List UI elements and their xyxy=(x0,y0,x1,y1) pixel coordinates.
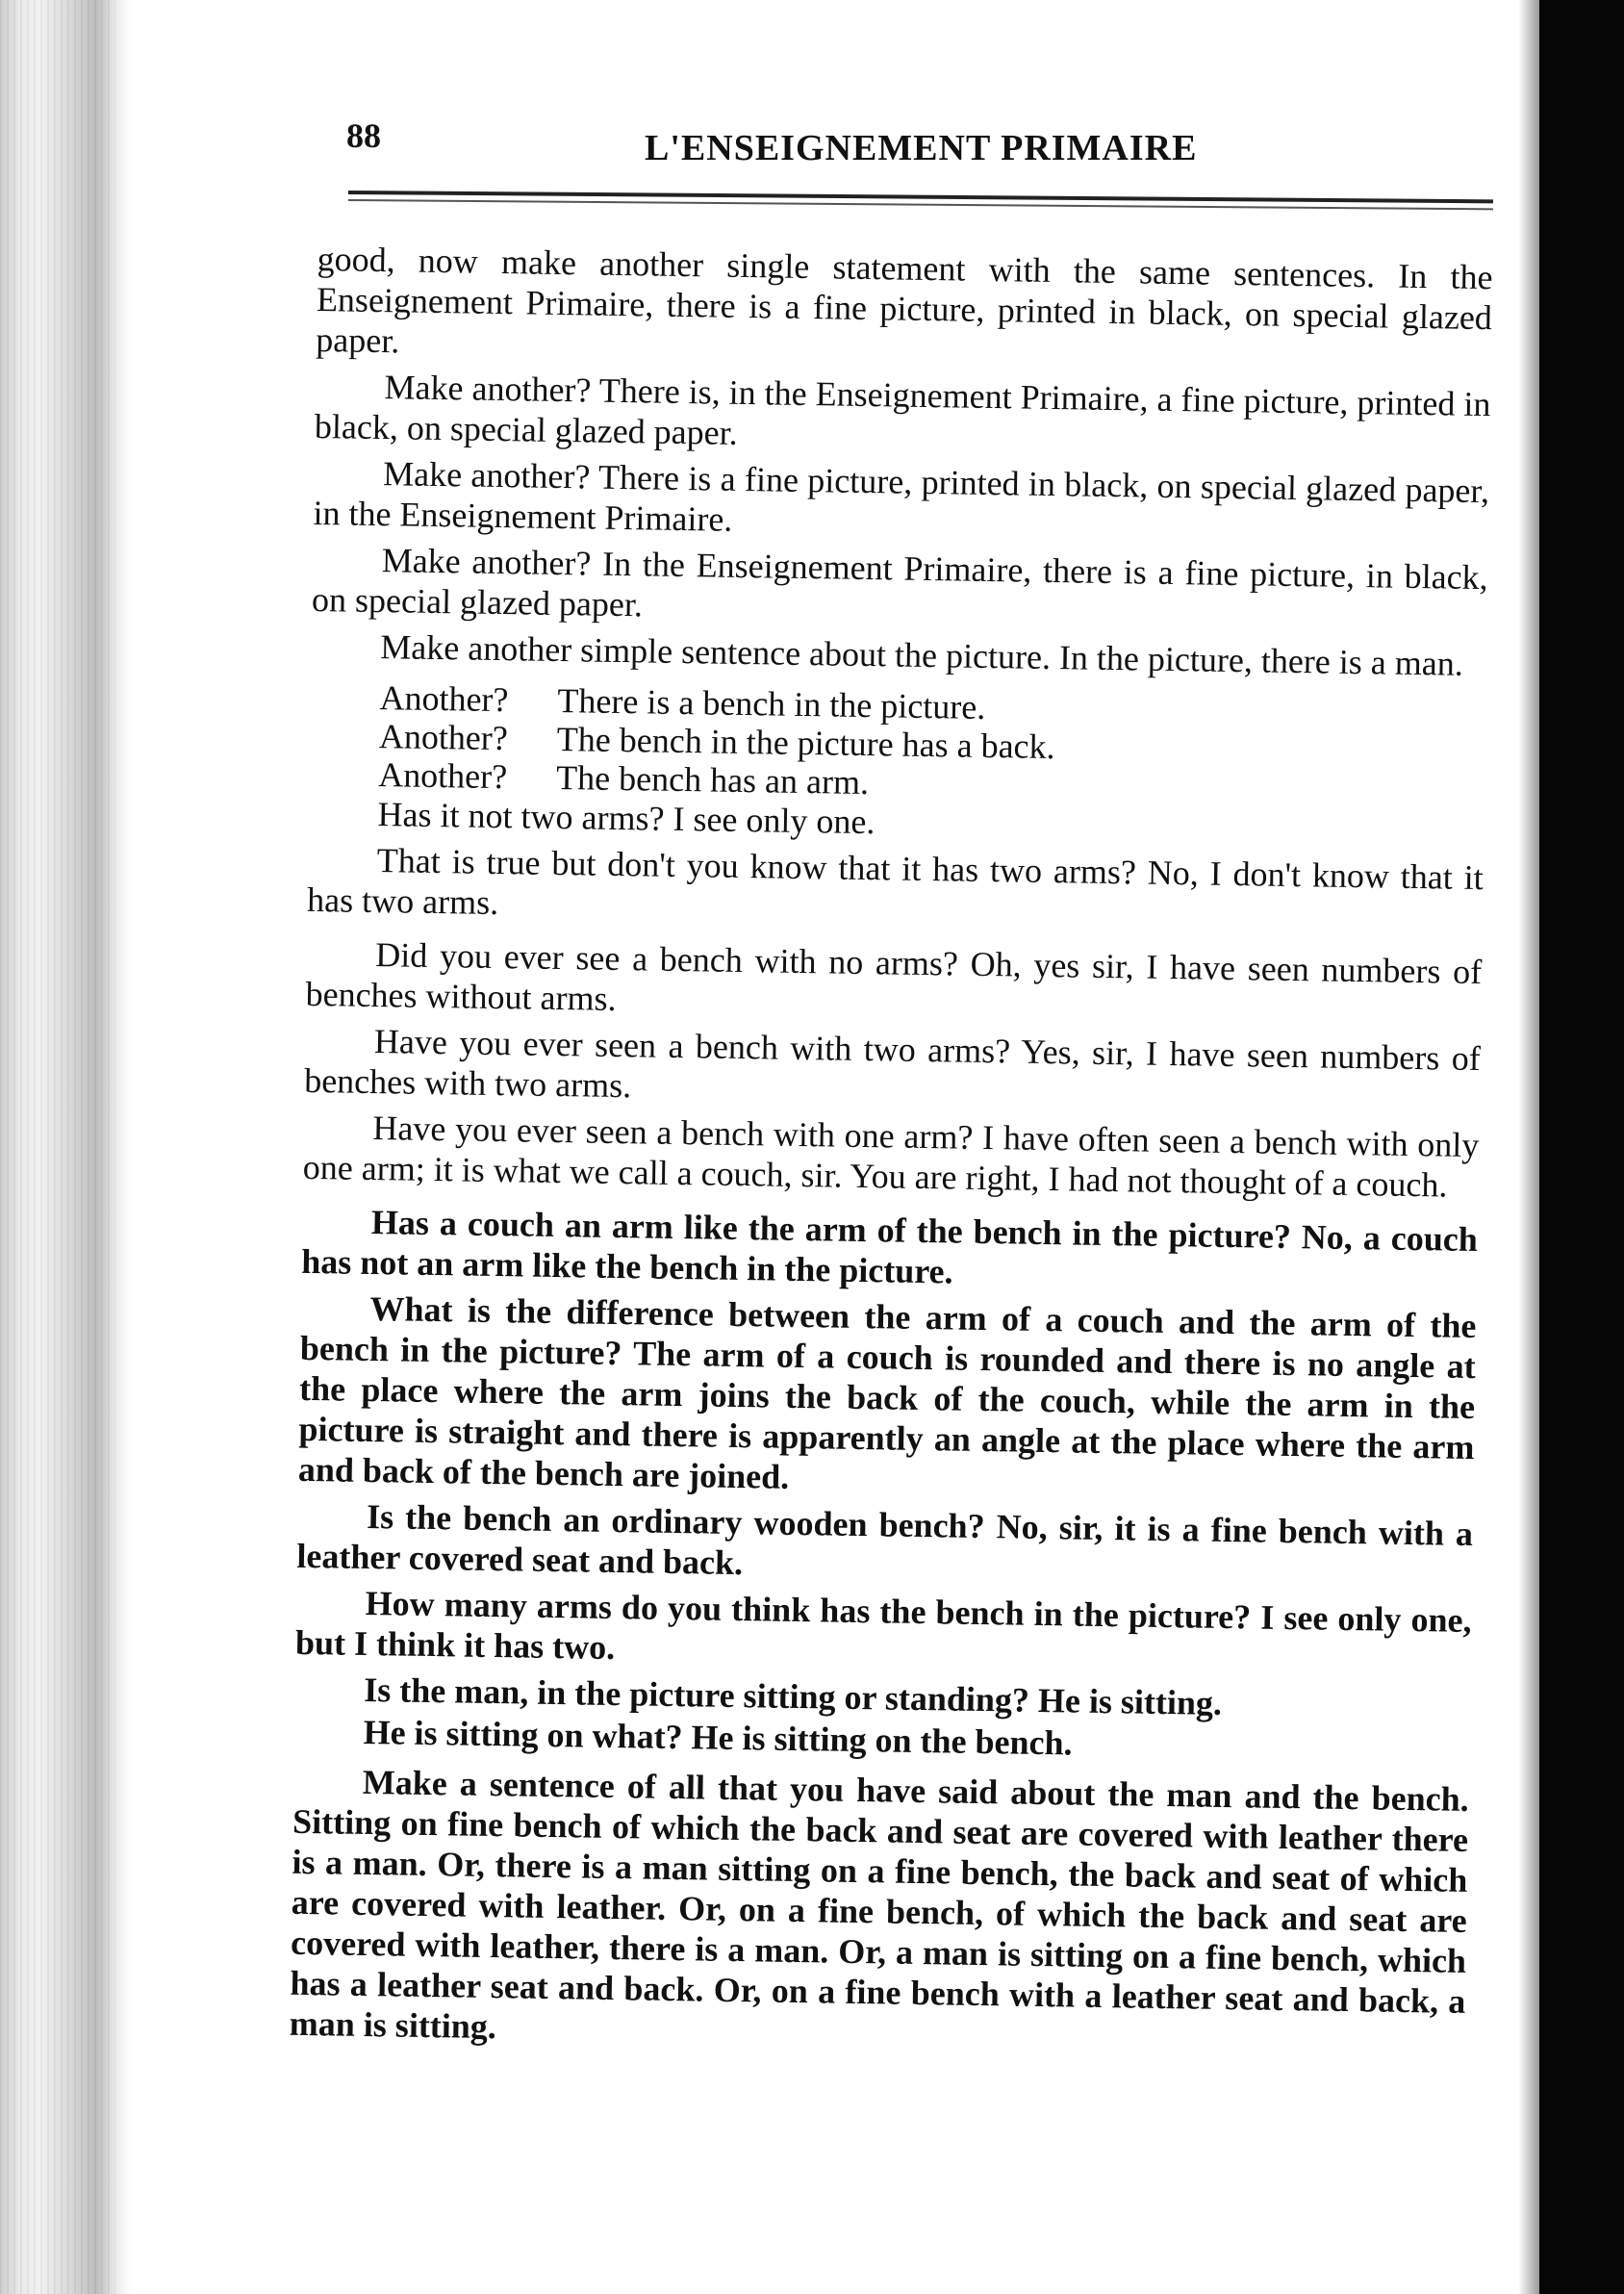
page-edges xyxy=(0,0,115,2294)
paragraph: Is the bench an ordinary wooden bench? No, sir, it is a fine bench with a leather covered seat and back. xyxy=(296,1496,1474,1583)
paragraph: Did you ever see a bench with no arms? Oh, yes sir, I have seen numbers of benches without arms. xyxy=(305,935,1483,1018)
paragraph: Have you ever seen a bench with two arms? Yes, sir, I have seen numbers of benches with two arms. xyxy=(303,1022,1482,1106)
running-title: L'ENSEIGNEMENT PRIMAIRE xyxy=(645,128,1198,168)
paragraph: Make another simple sentence about the picture. In the picture, there is a man. xyxy=(380,627,1464,683)
qa-line: Another? The bench has an arm. xyxy=(377,755,870,803)
paragraph: How many arms do you think has the bench in the picture? I see only one, but I think it has two. xyxy=(294,1583,1472,1668)
page-shadow xyxy=(1518,0,1539,2294)
page-header xyxy=(346,115,1501,173)
paragraph: Has it not two arms? I see only one. xyxy=(377,795,875,842)
paragraph: Make another? There is, in the Enseignement Primaire, a fine picture, printed in black, on special glazed paper. xyxy=(314,368,1491,452)
qa-line: Another? The bench in the picture has a back. xyxy=(378,717,1055,767)
body-text xyxy=(289,239,1493,2047)
qa-line: Another? There is a bench in the picture. xyxy=(379,678,986,726)
paragraph: He is sitting on what? He is sitting on the bench. xyxy=(363,1712,1073,1763)
scan-border xyxy=(1539,0,1624,2294)
page-number: 88 xyxy=(346,116,381,155)
paragraph: good, now make another single statement with the same sentences. In the Enseignement Primaire, there is a fine picture, printed in black, on special glazed paper. xyxy=(316,239,1493,361)
paragraph: That is true but don't you know that it has two arms? No, I don't know that it has two arms. xyxy=(306,841,1484,923)
paragraph: Has a couch an arm like the arm of the bench in the picture? No, a couch has not an arm like the bench in the picture. xyxy=(300,1203,1479,1291)
paragraph: Make a sentence of all that you have said about the man and the bench. Sitting on fine bench of which the back and seat are covered with leather there is a man. Or, there is a man sitting on a fine bench, the back and seat of which are covered with leather. Or, on a fine bench, of which the back and seat are covered with leather, there is a man. Or, a man is sitting on a fine bench, which has a leather seat and back. Or, on a fine bench with a leather seat and back, a man is sitting. xyxy=(289,1762,1469,2047)
paragraph: Is the man, in the picture sitting or standing? He is sitting. xyxy=(364,1670,1223,1722)
paragraph: Have you ever seen a bench with one arm? I have often seen a bench with only one arm; it is what we call a couch, sir. You are right, I had not thought of a couch. xyxy=(302,1109,1480,1205)
paragraph: Make another? There is a fine picture, printed in black, on special glazed paper, in the Enseignement Primaire. xyxy=(313,454,1490,539)
paragraph: What is the difference between the arm of a couch and the arm of the bench in the picture? The arm of a couch is rounded and there is no angle at the place where the arm joins the back of the couch, while the arm in the picture is straight and there is apparently an angle at the place where the arm and back of the bench are joined. xyxy=(297,1288,1477,1496)
paragraph: Make another? In the Enseignement Primaire, there is a fine picture, in black, on special glazed paper. xyxy=(311,541,1488,624)
header-rule xyxy=(348,191,1493,204)
